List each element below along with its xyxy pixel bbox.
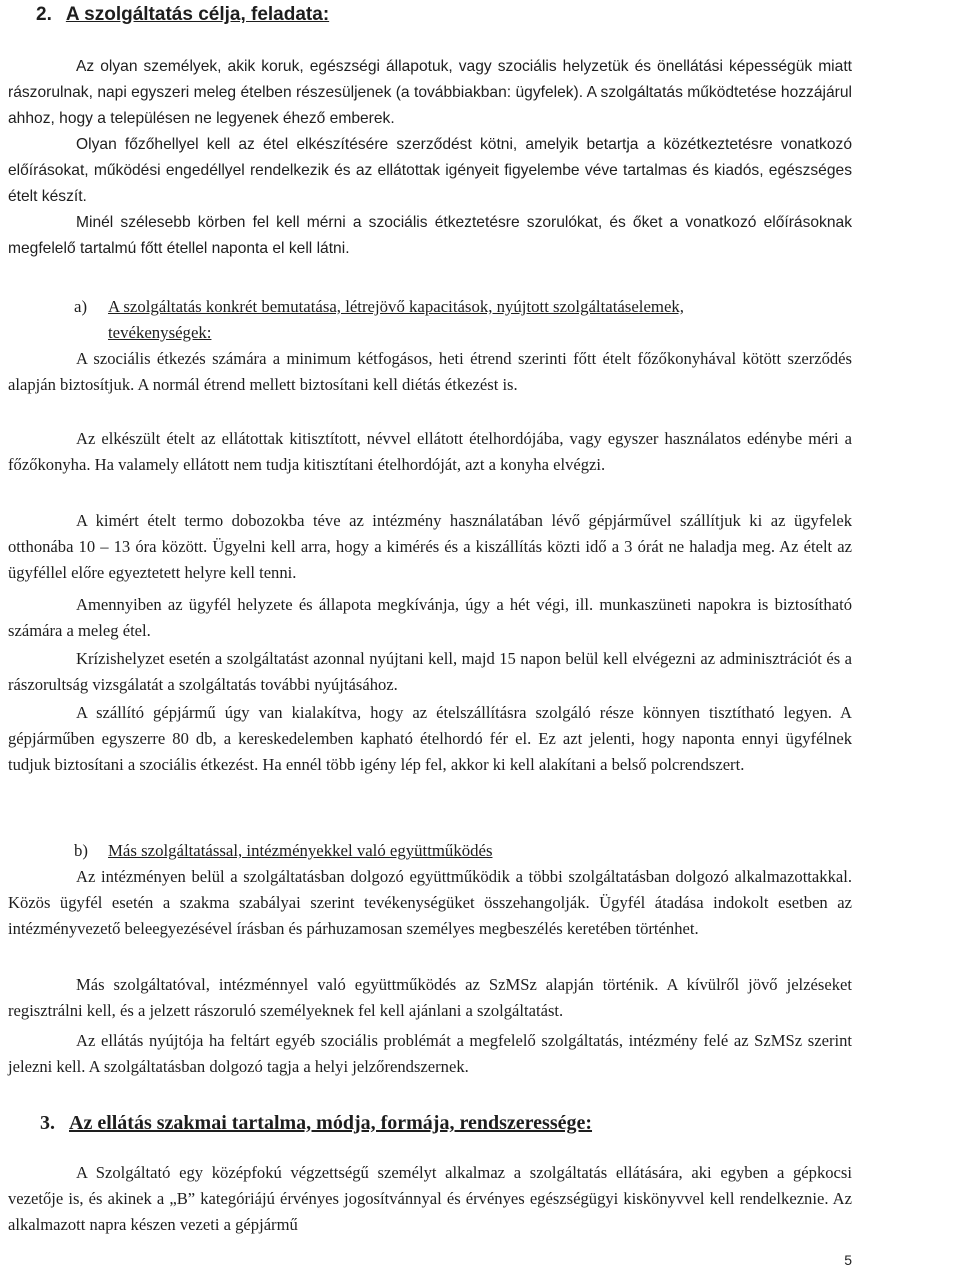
subsection-letter: a) xyxy=(74,297,88,316)
intro-paragraph-2: Olyan főzőhellyel kell az étel elkészítésére szerződést kötni, amelyik betartja a közétkeztetésre vonatkozó előírásokat, működési engedéllyel rendelkezik és az ellátottak igényeit figyelembe véve tartalmas és kiadós, egészséges ételt készít. xyxy=(8,136,852,206)
subsection-a-paragraph-4: Amennyiben az ügyfél helyzete és állapota megkívánja, úgy a hét végi, ill. munkaszüneti napokra is biztosítható számára a meleg étel. xyxy=(8,595,852,641)
section-3-heading xyxy=(40,1112,592,1134)
section-title: Az ellátás szakmai tartalma, módja, formája, rendszeressége: xyxy=(69,1112,593,1134)
subsection-letter: b) xyxy=(74,841,88,860)
subsection-b-paragraph-3: Az ellátás nyújtója ha feltárt egyéb szociális problémát a megfelelő szolgáltatás, intézmény felé az SzMSz szerint jelezni kell. A szolgáltatásban dolgozó tagja a helyi jelzőrendszernek. xyxy=(8,1031,852,1077)
subsection-a-heading xyxy=(74,294,684,346)
subsection-a-paragraph-2: Az elkészült ételt az ellátottak kitisztított, névvel ellátott ételhordójába, vagy egyszer használatos edénybe méri a főzőkonyha. Ha valamely ellátott nem tudja kitisztítani ételhordóját, azt a konyha elvégzi. xyxy=(8,429,852,475)
subsection-b-paragraph-2: Más szolgáltatóval, intézménnyel való együttműködés az SzMSz alapján történik. A kívülről jövő jelzéseket regisztrálni kell, és a jelzett rászoruló személyeknek fel kell ajánlani a szolgáltatást. xyxy=(8,975,852,1021)
subsection-a-paragraph-1: A szociális étkezés számára a minimum kétfogásos, heti étrend szerinti főtt ételt főzőkonyhával kötött szerződés alapján biztosítjuk. A normál étrend mellett biztosítani kell diétás étkezést is. xyxy=(8,349,852,395)
subsection-title-line-2: tevékenységek: xyxy=(108,323,212,342)
subsection-title: Más szolgáltatással, intézményekkel való együttműködés xyxy=(108,841,493,860)
section-2-heading xyxy=(36,4,329,26)
section-title: A szolgáltatás célja, feladata: xyxy=(65,4,330,25)
subsection-b-heading xyxy=(74,838,492,864)
page-number: 5 xyxy=(844,1252,852,1268)
section-number: 2. xyxy=(36,4,52,25)
section-3-paragraph-1: A Szolgáltató egy középfokú végzettségű személyt alkalmaz a szolgáltatás ellátására, aki egyben a gépkocsi vezetője is, és akinek a „B” kategóriájú érvényes jogosítvánnyal és érvényes egészségügyi kiskönyvvel kell rendelkeznie. Az alkalmazott napra készen vezeti a gépjármű xyxy=(8,1163,852,1235)
subsection-a-paragraph-5: Krízishelyzet esetén a szolgáltatást azonnal nyújtani kell, majd 15 napon belül kell elvégezni az adminisztrációt és a rászorultság vizsgálatát a szolgáltatás további nyújtásához. xyxy=(8,649,852,695)
subsection-a-paragraph-3: A kimért ételt termo dobozokba téve az intézmény használatában lévő gépjárművel szállítjuk ki az ügyfelek otthonába 10 – 13 óra között. Ügyelni kell arra, hogy a kimérés és a kiszállítás közti idő a 3 órát ne haladja meg. Az ételt az ügyféllel előre egyeztetett helyre kell tenni. xyxy=(8,511,852,583)
intro-paragraph-1: Az olyan személyek, akik koruk, egészségi állapotuk, vagy szociális helyzetük és önellátási képességük miatt rászorulnak, napi egyszeri meleg ételben részesüljenek (a továbbiakban: ügyfelek). A szolgáltatás működtetése hozzájárul ahhoz, hogy a településen ne legyenek éhező emberek. xyxy=(8,58,852,128)
subsection-a-paragraph-6: A szállító gépjármű úgy van kialakítva, hogy az ételszállításra szolgáló része könnyen tisztítható legyen. A gépjárműben egyszerre 80 db, a kereskedelemben kapható ételhordó fér el. Ez azt jelenti, hogy naponta ennyi ügyfélnek tudjuk biztosítani a szociális étkezést. Ha ennél több igény lép fel, akkor ki kell alakítani a belső polcrendszert. xyxy=(8,703,852,775)
intro-paragraph-3: Minél szélesebb körben fel kell mérni a szociális étkeztetésre szorulókat, és őket a vonatkozó előírásoknak megfelelő tartalmú főtt étellel naponta el kell látni. xyxy=(8,214,852,258)
subsection-b-paragraph-1: Az intézményen belül a szolgáltatásban dolgozó együttműködik a többi szolgáltatásban dolgozó alkalmazottakkal. Közös ügyfél esetén a szakma szabályai szerint tevékenységüket összehangolják. Ügyfél átadása indokolt esetben az intézményvezető beleegyezésével írásban és párhuzamosan személyes megbeszélés keretében történhet. xyxy=(8,867,852,939)
section-number: 3. xyxy=(40,1112,55,1134)
subsection-title-line-1: A szolgáltatás konkrét bemutatása, létrejövő kapacitások, nyújtott szolgáltatáselemek, xyxy=(108,297,684,316)
